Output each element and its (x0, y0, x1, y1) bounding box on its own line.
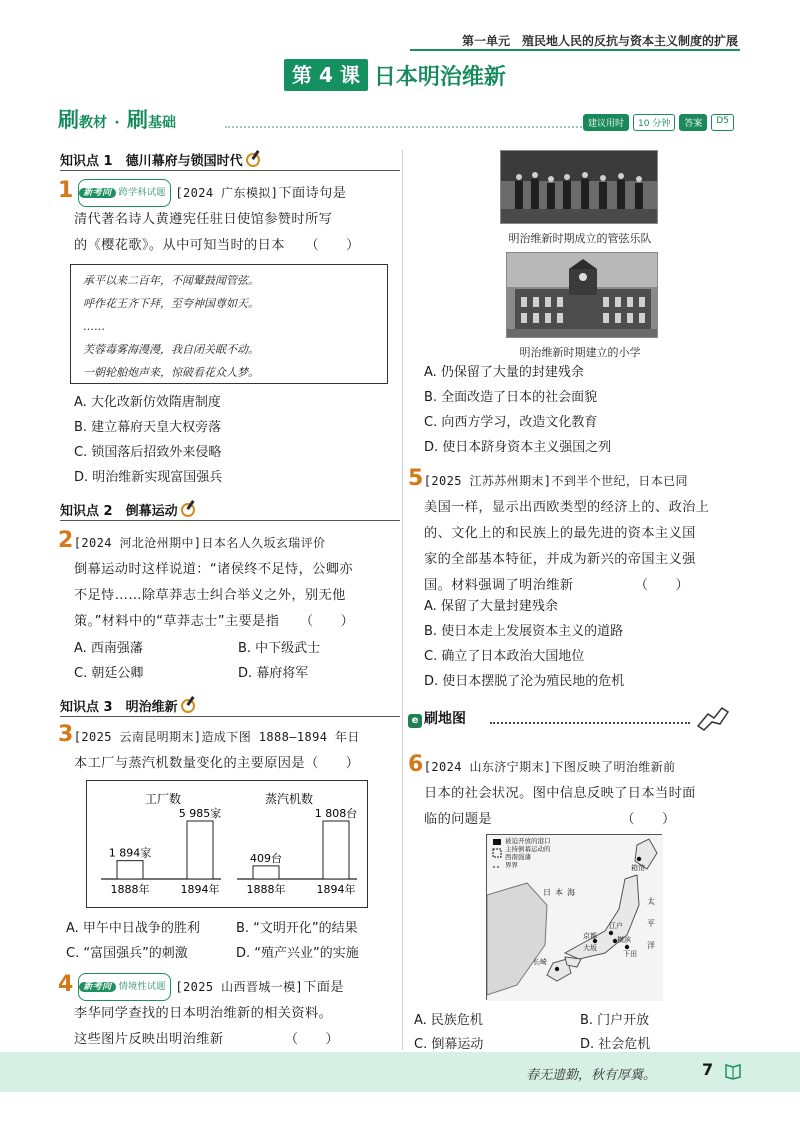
poem-line: …… (83, 320, 105, 333)
q5-options (424, 594, 624, 694)
hand-icon (694, 704, 734, 732)
q1-line3: 的《樱花歌》。从中可知当时的日本 （ ） (74, 238, 360, 253)
map-label-osaka: 大坂 (583, 944, 597, 952)
chart-category-label: 1888年 (246, 883, 286, 896)
poem-line: 芙蓉毒雾海漫漫，我自闭关眠不动。 (83, 343, 259, 356)
kp3-label: 知识点 3 明治维新 (60, 700, 178, 715)
bar-chart (87, 781, 369, 909)
map-label-kyoto: 京都 (583, 932, 597, 940)
q4-option-d[interactable]: D. 使日本跻身资本主义强国之列 (424, 440, 612, 455)
q2-option-b[interactable]: B. 中下级武士 (238, 641, 321, 656)
q3-option-b[interactable]: B. “文明开化”的结果 (236, 921, 358, 936)
map-label-edo: 江户 (609, 922, 623, 930)
q3-line2: 本工厂与蒸汽机数量变化的主要原因是（ ） (74, 756, 360, 771)
brand-heading (58, 104, 176, 134)
brand-char-b: 刷 (126, 108, 148, 132)
map-label-shimoda: 下田 (623, 950, 637, 958)
q1-source: [2024 广东模拟] (175, 186, 279, 200)
chart-title: 蒸汽机数 (264, 792, 314, 806)
q2-number: 2 (58, 528, 74, 553)
chart-data-label: 5 985家 (178, 807, 222, 820)
legend-domain-a: 主持倒幕运动的 (505, 845, 551, 853)
lesson-badge: 第 4 课 (284, 59, 368, 91)
q1-option-d[interactable]: D. 明治维新实现富国强兵 (74, 470, 223, 485)
q5-line1: [2025 江苏苏州期末]不到半个世纪，日本已同 (423, 474, 688, 488)
lesson-title: 日本明治维新 (373, 64, 506, 90)
question-6 (408, 752, 748, 833)
q5-option-c[interactable]: C. 确立了日本政治大国地位 (424, 649, 585, 664)
q4-number: 4 (58, 972, 74, 997)
q4-tag-new: 新考向 (79, 982, 115, 992)
q4-option-b[interactable]: B. 全面改造了日本的社会面貌 (424, 390, 598, 405)
page-number: 7 (702, 1060, 714, 1079)
knowledge-point-3 (60, 696, 195, 715)
map-label-hakodate: 箱馆 (631, 864, 645, 872)
chart-category-label: 1894年 (180, 883, 220, 896)
q2-option-a[interactable]: A. 西南强藩 (74, 641, 143, 656)
q3-option-d[interactable]: D. “殖产兴业”的实施 (236, 946, 359, 961)
question-2 (58, 528, 398, 635)
legend-domain-b: 西南强藩 (505, 853, 531, 861)
q5-line2: 美国一样，显示出西欧类型的经济上的、政治上 (424, 500, 710, 515)
chart-title: 工厂数 (144, 792, 182, 806)
column-divider (402, 150, 403, 1050)
q6-line1: [2024 山东济宁期末]下图反映了明治维新前 (423, 760, 676, 774)
japan-map (486, 834, 662, 1000)
chart-bar (253, 866, 279, 879)
suggest-label: 建议用时 (583, 114, 629, 131)
brush-map-label: 刷地图 (424, 711, 466, 727)
lesson-heading (284, 58, 506, 92)
brand-char-a: 刷 (58, 108, 79, 132)
poem-line: 承平以来二百年，不闻鼙鼓闻管弦。 (83, 274, 259, 287)
q1-options (74, 390, 222, 490)
q3-option-a[interactable]: A. 甲午中日战争的胜利 (66, 921, 200, 936)
question-3 (58, 722, 398, 777)
chart-data-label: 409台 (250, 851, 282, 865)
q5-option-a[interactable]: A. 保留了大量封建残余 (424, 599, 558, 614)
pen-icon (181, 699, 195, 713)
brush-map-heading (408, 708, 466, 728)
map-label-yokohama: 横滨 (617, 936, 631, 944)
map-ocean-label: 太平洋 (647, 897, 655, 950)
map-label-nagasaki: 长崎 (533, 958, 547, 966)
legend-port: 被迫开放的港口 (505, 837, 551, 845)
q4-tag-kind: 情境性试题 (118, 982, 166, 992)
q2-option-c[interactable]: C. 朝廷公卿 (74, 666, 144, 681)
map-legend (505, 837, 551, 869)
q1-option-a[interactable]: A. 大化改新仿效隋唐制度 (74, 395, 221, 410)
q6-option-a[interactable]: A. 民族危机 (414, 1013, 483, 1028)
q1-tag-new: 新考向 (79, 188, 115, 198)
q5-option-d[interactable]: D. 使日本摆脱了沦为殖民地的危机 (424, 674, 625, 689)
orchestra-image (501, 151, 658, 224)
q5-line3: 的、文化上的和民族上的最先进的资本主义国 (424, 526, 696, 541)
q6-line3: 临的问题是 （ ） (424, 812, 676, 827)
header-rule (410, 49, 740, 51)
q6-line2: 日本的社会状况。图中信息反映了日本当时面 (424, 786, 696, 801)
q2-line3: 不足恃……除草莽志士纠合举义之外，别无他 (74, 588, 346, 603)
school-image (507, 253, 658, 338)
q5-option-b[interactable]: B. 使日本走上发展资本主义的道路 (424, 624, 624, 639)
q4-option-c[interactable]: C. 向西方学习，改造文化教育 (424, 415, 598, 430)
q5-number: 5 (408, 466, 424, 491)
q1-tag-kind: 跨学科试题 (118, 188, 166, 198)
suggest-value: 10 分钟 (633, 114, 675, 131)
time-box (583, 114, 734, 131)
q1-option-c[interactable]: C. 锁国落后招致外来侵略 (74, 445, 222, 460)
chart-data-label: 1 808台 (314, 807, 358, 820)
kp2-rule (60, 520, 400, 521)
kp1-rule (60, 170, 400, 171)
kp2-label: 知识点 2 倒幕运动 (60, 504, 178, 519)
brand-dotted-rule (225, 126, 590, 128)
q6-option-d[interactable]: D. 社会危机 (580, 1037, 651, 1052)
map-icon: e (408, 714, 422, 728)
q4-line2: 李华同学查找的日本明治维新的相关资料。 (74, 1006, 333, 1021)
question-4 (58, 972, 398, 1053)
orchestra-caption: 明治维新时期成立的管弦乐队 (508, 232, 652, 245)
kp1-label: 知识点 1 德川幕府与锁国时代 (60, 154, 243, 169)
q4-line3: 这些图片反映出明治维新 （ ） (74, 1032, 340, 1047)
q3-number: 3 (58, 722, 74, 747)
book-icon (724, 1062, 742, 1080)
knowledge-point-2 (60, 500, 195, 519)
chart-bar (187, 821, 213, 879)
pen-icon (246, 153, 260, 167)
q5-line5: 国。材料强调了明治维新 （ ） (424, 578, 690, 593)
q4-source: [2025 山西晋城一模] (175, 980, 304, 994)
chart-data-label: 1 894家 (108, 846, 152, 860)
q2-line4: 策。”材料中的“草莽志士”主要是指 （ ） (74, 614, 355, 629)
footer-band (0, 1052, 800, 1092)
q5-line4: 家的全部基本特征，并成为新兴的帝国主义强 (424, 552, 696, 567)
school-photo (506, 252, 658, 338)
chart-category-label: 1888年 (110, 883, 150, 896)
pen-icon (181, 503, 195, 517)
unit-title: 第一单元 殖民地人民的反抗与资本主义制度的扩展 (461, 34, 738, 48)
answer-page: D5 (711, 114, 734, 131)
q6-option-b[interactable]: B. 门户开放 (580, 1013, 650, 1028)
q2-line2: 倒幕运动时这样说道：“诸侯终不足恃，公卿亦 (74, 562, 353, 577)
question-1 (58, 178, 398, 259)
chart-bar (323, 821, 349, 879)
brand-word-a: 教材 (79, 115, 107, 131)
bar-chart-box (86, 780, 368, 908)
footer-motto: 春无遗勤，秋有厚冀。 (526, 1068, 657, 1083)
q1-tag (78, 179, 170, 207)
kp3-rule (60, 716, 400, 717)
q1-number: 1 (58, 178, 74, 203)
answer-label: 答案 (679, 114, 707, 131)
school-caption: 明治维新时期建立的小学 (519, 346, 641, 359)
q1-option-b[interactable]: B. 建立幕府天皇大权旁落 (74, 420, 222, 435)
q2-line1: [2024 河北沧州期中]日本名人久坂玄瑞评价 (73, 536, 326, 550)
q4-option-a[interactable]: A. 仍保留了大量的封建残余 (424, 365, 584, 380)
orchestra-photo (500, 150, 658, 224)
q6-number: 6 (408, 752, 424, 777)
poem-line: 一朝轮舶炮声来，惊破看花众人梦。 (83, 366, 259, 379)
q3-line1: [2025 云南昆明期末]造成下图 1888—1894 年日 (73, 730, 360, 744)
poem-line: 呼作花王齐下拜，至夸神国尊如天。 (83, 297, 259, 310)
q4-options (424, 360, 611, 460)
brand-word-b: 基础 (147, 115, 176, 131)
legend-border: 界界 (505, 861, 518, 869)
q1-line2: 清代著名诗人黄遵宪任驻日使馆参赞时所写 (74, 212, 333, 227)
brush-map-dotted-rule (490, 722, 690, 724)
question-5 (408, 466, 748, 599)
map-sea-label: 日本海 (543, 888, 579, 897)
chart-category-label: 1894年 (316, 883, 356, 896)
q6-option-c[interactable]: C. 倒幕运动 (414, 1037, 484, 1052)
brand-dot: · (114, 115, 120, 131)
q3-option-c[interactable]: C. “富国强兵”的刺激 (66, 946, 188, 961)
q4-tag (78, 973, 170, 1001)
knowledge-point-1 (60, 150, 260, 169)
q4-line1: 下面是 (303, 980, 344, 995)
q1-line1: 下面诗句是 (278, 186, 347, 201)
poem-box (70, 264, 388, 384)
chart-bar (117, 861, 143, 879)
q2-option-d[interactable]: D. 幕府将军 (238, 666, 309, 681)
